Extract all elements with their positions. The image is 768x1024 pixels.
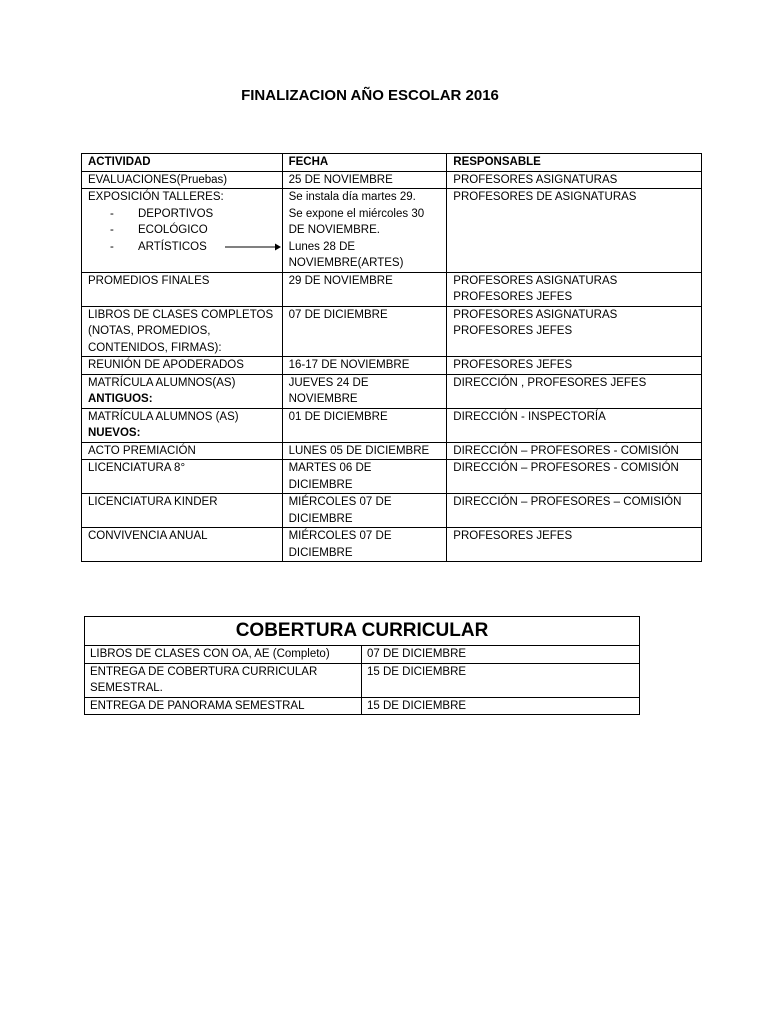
cell-actividad: REUNIÓN DE APODERADOS <box>82 357 283 375</box>
fecha-line: MIÉRCOLES 07 DE <box>288 530 392 542</box>
dash-bullet: - <box>110 240 114 253</box>
header-responsable: RESPONSABLE <box>447 154 702 172</box>
fecha-line: NOVIEMBRE <box>288 393 358 405</box>
cell-fecha <box>282 528 447 562</box>
cell-responsable: DIRECCIÓN – PROFESORES - COMISIÓN <box>447 460 702 494</box>
table-row <box>85 697 640 715</box>
actividad-line: LIBROS DE CLASES COMPLETOS <box>88 308 274 321</box>
cell-responsable: PROFESORES JEFES <box>447 528 702 562</box>
table-row <box>82 528 702 562</box>
cell-responsable: DIRECCIÓN , PROFESORES JEFES <box>447 374 702 408</box>
table-header-row <box>82 154 702 172</box>
table-row <box>85 646 640 664</box>
schedule-table <box>81 153 702 562</box>
item-line: SEMESTRAL. <box>90 682 163 694</box>
dash-bullet: - <box>110 207 114 220</box>
cell-fecha: 07 DE DICIEMBRE <box>362 646 640 664</box>
fecha-line: Lunes 28 DE <box>288 240 356 253</box>
cell-actividad: PROMEDIOS FINALES <box>82 272 283 306</box>
table-row <box>85 663 640 697</box>
cell-actividad: EVALUACIONES(Pruebas) <box>82 171 283 189</box>
cell-item: LIBROS DE CLASES CON OA, AE (Completo) <box>85 646 362 664</box>
list-item <box>88 206 276 223</box>
taller-label: ECOLÓGICO <box>138 224 208 236</box>
cell-responsable: PROFESORES DE ASIGNATURAS <box>447 189 702 273</box>
taller-label: DEPORTIVOS <box>138 207 214 220</box>
cell-fecha: 16-17 DE NOVIEMBRE <box>282 357 447 375</box>
list-item <box>88 239 276 256</box>
table-row <box>82 374 702 408</box>
cell-fecha <box>282 460 447 494</box>
cell-fecha: LUNES 05 DE DICIEMBRE <box>282 442 447 460</box>
cell-item: ENTREGA DE PANORAMA SEMESTRAL <box>85 697 362 715</box>
cell-responsable <box>447 306 702 357</box>
fecha-line: MIÉRCOLES 07 DE <box>288 496 392 508</box>
table-row <box>82 306 702 357</box>
fecha-line: Se instala día martes 29. <box>288 191 416 203</box>
cell-actividad <box>82 408 283 442</box>
cell-actividad: ACTO PREMIACIÓN <box>82 442 283 460</box>
actividad-line: MATRÍCULA ALUMNOS (AS) <box>88 410 239 423</box>
responsable-line: PROFESORES JEFES <box>453 291 573 303</box>
cell-actividad: CONVIVENCIA ANUAL <box>82 528 283 562</box>
table-row <box>82 272 702 306</box>
dash-bullet: - <box>110 224 114 236</box>
cell-fecha: 01 DE DICIEMBRE <box>282 408 447 442</box>
fecha-line: JUEVES 24 DE <box>288 376 369 389</box>
table-row <box>82 171 702 189</box>
cell-fecha <box>282 189 447 273</box>
cell-fecha: 25 DE NOVIEMBRE <box>282 171 447 189</box>
fecha-line: DICIEMBRE <box>288 512 353 525</box>
table-row <box>82 408 702 442</box>
cell-fecha: 15 DE DICIEMBRE <box>362 697 640 715</box>
header-fecha: FECHA <box>282 154 447 172</box>
actividad-line: MATRÍCULA ALUMNOS(AS) <box>88 376 236 389</box>
cell-fecha <box>282 374 447 408</box>
fecha-line: DE NOVIEMBRE. <box>288 224 380 236</box>
table-row <box>82 189 702 273</box>
actividad-bold-line: NUEVOS: <box>88 427 141 439</box>
cell-responsable: DIRECCIÓN – PROFESORES - COMISIÓN <box>447 442 702 460</box>
cobertura-title: COBERTURA CURRICULAR <box>85 617 640 646</box>
page-title: FINALIZACION AÑO ESCOLAR 2016 <box>241 87 499 104</box>
taller-label: ARTÍSTICOS <box>138 240 207 253</box>
responsable-line: PROFESORES JEFES <box>453 325 573 337</box>
cell-fecha: 07 DE DICIEMBRE <box>282 306 447 357</box>
fecha-line: DICIEMBRE <box>288 478 353 491</box>
cobertura-title-row <box>85 617 640 646</box>
cell-actividad: LICENCIATURA 8° <box>82 460 283 494</box>
cell-actividad <box>82 189 283 273</box>
actividad-bold-line: ANTIGUOS: <box>88 393 153 405</box>
actividad-line: (NOTAS, PROMEDIOS, <box>88 325 211 337</box>
actividad-text: EXPOSICIÓN TALLERES: <box>88 191 224 203</box>
fecha-line: MARTES 06 DE <box>288 462 372 474</box>
cell-fecha: 15 DE DICIEMBRE <box>362 663 640 697</box>
cobertura-table <box>84 616 640 715</box>
cell-actividad <box>82 306 283 357</box>
table-row <box>82 494 702 528</box>
cell-fecha <box>282 494 447 528</box>
cell-responsable <box>447 272 702 306</box>
fecha-line: NOVIEMBRE(ARTES) <box>288 257 404 269</box>
cell-responsable: DIRECCIÓN – PROFESORES – COMISIÓN <box>447 494 702 528</box>
cell-actividad: LICENCIATURA KINDER <box>82 494 283 528</box>
cell-responsable: PROFESORES ASIGNATURAS <box>447 171 702 189</box>
cell-responsable: PROFESORES JEFES <box>447 357 702 375</box>
table-row <box>82 442 702 460</box>
fecha-line: DICIEMBRE <box>288 546 353 559</box>
cell-actividad <box>82 374 283 408</box>
item-line: ENTREGA DE COBERTURA CURRICULAR <box>90 665 318 678</box>
responsable-line: PROFESORES ASIGNATURAS <box>453 308 618 321</box>
table-row <box>82 357 702 375</box>
cell-item <box>85 663 362 697</box>
responsable-line: PROFESORES ASIGNATURAS <box>453 274 618 287</box>
arrow-right-icon <box>225 242 281 252</box>
table-row <box>82 460 702 494</box>
fecha-line: Se expone el miércoles 30 <box>288 207 425 220</box>
header-actividad: ACTIVIDAD <box>82 154 283 172</box>
list-item <box>88 222 276 239</box>
actividad-line: CONTENIDOS, FIRMAS): <box>88 341 222 354</box>
cell-responsable: DIRECCIÓN - INSPECTORÍA <box>447 408 702 442</box>
cell-fecha: 29 DE NOVIEMBRE <box>282 272 447 306</box>
